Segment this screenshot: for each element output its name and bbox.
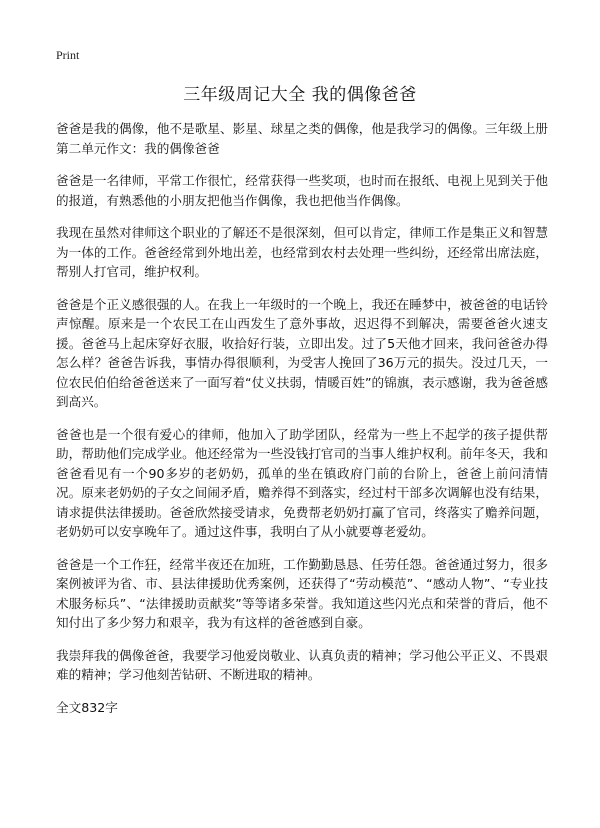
article-body [56, 119, 548, 717]
paragraph-2: 爸爸是一名律师，平常工作很忙，经常获得一些奖项，也时而在报纸、电视上见到关于他的报道，有熟悉他的小朋友把他当作偶像，我也把他当作偶像。 [56, 173, 548, 208]
page-title: 三年级周记大全 我的偶像爸爸 [183, 85, 417, 105]
paragraph-6: 爸爸是一个工作狂，经常半夜还在加班，工作勤勤恳恳、任劳任怨。爸爸通过努力，很多案例被评为省、市、县法律援助优秀案例，还获得了“劳动模范”、“感动人物”、“专业技术服务标兵”、“法律援助贡献奖”等等诸多荣誉。我知道这些闪光点和荣誉的背后，他不知付出了多少努力和艰辛，我为有这样的爸爸感到自豪。 [56, 556, 548, 630]
paragraph-1: 爸爸是我的偶像，他不是歌星、影星、球星之类的偶像，他是我学习的偶像。三年级上册第二单元作文：我的偶像爸爸 [56, 121, 548, 156]
word-count: 全文832字 [56, 699, 118, 715]
print-link[interactable]: Print [56, 48, 80, 62]
paragraph-3: 我现在虽然对律师这个职业的了解还不是很深刻，但可以肯定，律师工作是集正义和智慧为一体的工作。爸爸经常到外地出差，也经常到农村去处理一些纠纷，还经常出席法庭，帮别人打官司，维护权利。 [56, 225, 548, 279]
paragraph-7: 我崇拜我的偶像爸爸，我要学习他爱岗敬业、认真负责的精神；学习他公平正义、不畏艰难的精神；学习他刻苦钻研、不断进取的精神。 [56, 647, 548, 682]
paragraph-4: 爸爸是个正义感很强的人。在我上一年级时的一个晚上，我还在睡梦中，被爸爸的电话铃声惊醒。原来是一个农民工在山西发生了意外事故，迟迟得不到解决，需要爸爸火速支援。爸爸马上起床穿好衣服，收拾好行装，立即出发。过了5天他才回来，我问爸爸办得怎么样？爸爸告诉我，事情办得很顺利，为受害人挽回了36万元的损失。没过几天，一位农民伯伯给爸爸送来了一面写着“仗义扶弱，情暖百姓”的锦旗，表示感谢，我为爸爸感到高兴。 [56, 296, 548, 409]
paragraph-5: 爸爸也是一个很有爱心的律师，他加入了助学团队，经常为一些上不起学的孩子提供帮助，帮助他们完成学业。他还经常为一些没钱打官司的当事人维护权利。前年冬天，我和爸爸看见有一个90多岁的老奶奶，孤单的坐在镇政府门前的台阶上，爸爸上前问清情况。原来老奶奶的子女之间闹矛盾，赡养得不到落实，经过村干部多次调解也没有结果，请求提供法律援助。爸爸欣然接受请求，免费帮老奶奶打赢了官司，终落实了赡养问题，老奶奶可以安享晚年了。通过这件事，我明白了从小就要尊老爱幼。 [56, 426, 548, 539]
